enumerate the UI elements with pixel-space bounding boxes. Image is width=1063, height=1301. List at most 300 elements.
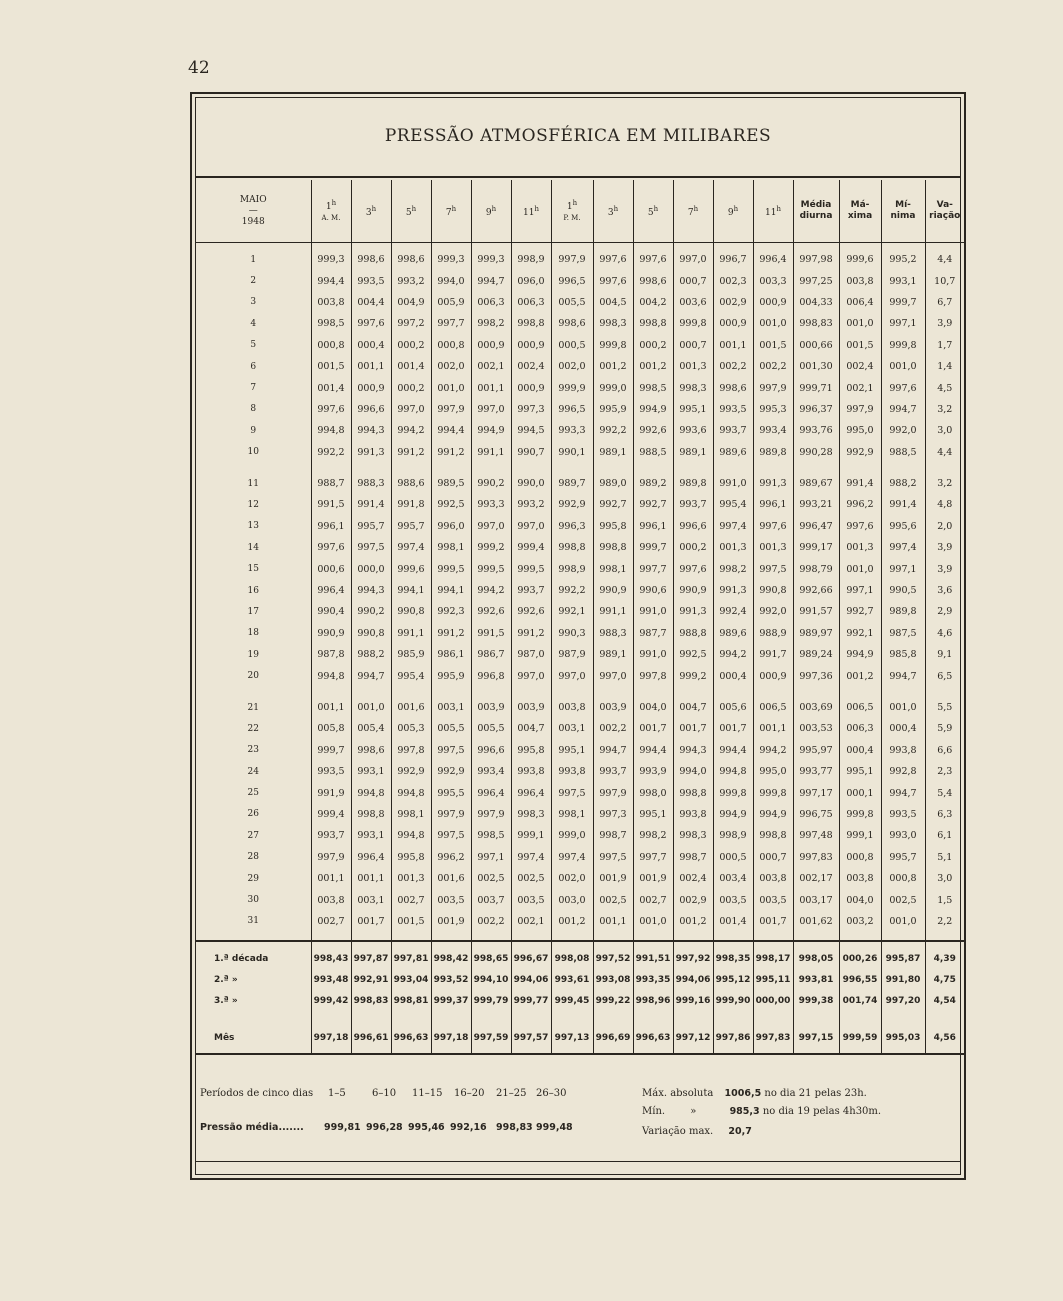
- cell-value: 991,2: [511, 623, 551, 644]
- cell-value: 001,3: [391, 868, 431, 889]
- cell-value: 998,8: [351, 804, 391, 825]
- cell-value: 003,8: [839, 868, 881, 889]
- cell-value: 997,52: [593, 941, 633, 969]
- cell-value: 997,18: [431, 1023, 471, 1054]
- cell-value: 988,2: [881, 473, 925, 494]
- cell-value: 001,7: [633, 718, 673, 739]
- cell-value: 994,3: [351, 420, 391, 441]
- cell-value: 994,8: [713, 761, 753, 782]
- cell-value: 992,6: [633, 420, 673, 441]
- day-row: [196, 782, 964, 803]
- cell-value: 997,1: [839, 580, 881, 601]
- cell-value: 997,4: [551, 847, 593, 868]
- cell-value: 989,8: [673, 473, 713, 494]
- page-title: PRESSÃO ATMOSFÉRICA EM MILIBARES: [384, 126, 772, 146]
- cell-value: 000,4: [881, 718, 925, 739]
- day-row: [196, 740, 964, 761]
- cell-value: 997,4: [511, 847, 551, 868]
- cell-value: 999,3: [471, 249, 511, 270]
- cell-value: 990,0: [511, 473, 551, 494]
- cell-value: 998,0: [633, 782, 673, 803]
- cell-value: 993,7: [673, 494, 713, 515]
- cell-value: 991,5: [311, 494, 351, 515]
- day-row: [196, 558, 964, 579]
- cell-value: 993,1: [351, 761, 391, 782]
- day-row: [196, 249, 964, 270]
- cell-value: 000,7: [673, 270, 713, 291]
- cell-value: 006,5: [839, 697, 881, 718]
- cell-value: 003,9: [593, 697, 633, 718]
- cell-value: 002,1: [839, 377, 881, 398]
- period-item: 21–25: [496, 1088, 527, 1099]
- row-label: 26: [247, 809, 259, 820]
- cell-value: 994,1: [391, 580, 431, 601]
- cell-value: 992,5: [431, 494, 471, 515]
- cell-value: 998,2: [713, 558, 753, 579]
- cell-value: 997,1: [881, 313, 925, 334]
- cell-value: 990,2: [471, 473, 511, 494]
- cell-value: 999,4: [311, 804, 351, 825]
- cell-value: 003,0: [551, 889, 593, 910]
- cell-value: 993,7: [311, 825, 351, 846]
- cell-value: 985,8: [881, 644, 925, 665]
- cell-value: 003,1: [551, 718, 593, 739]
- cell-value: 993,5: [311, 761, 351, 782]
- cell-value: 993,9: [633, 761, 673, 782]
- cell-value: 996,69: [593, 1023, 633, 1054]
- cell-value: 004,5: [593, 292, 633, 313]
- cell-value: 001,74: [839, 990, 881, 1011]
- cell-value: 996,47: [793, 516, 839, 537]
- cell-value: 997,9: [431, 804, 471, 825]
- cell-value: 994,2: [713, 644, 753, 665]
- cell-value: 001,0: [753, 313, 793, 334]
- cell-value: 996,1: [753, 494, 793, 515]
- cell-value: 991,0: [633, 601, 673, 622]
- hour-label: 3$^h$: [607, 204, 619, 218]
- cell-value: 000,4: [713, 665, 753, 686]
- row-label: 27: [247, 830, 259, 841]
- cell-value: 004,7: [673, 697, 713, 718]
- hour-label: 5$^h$: [647, 204, 659, 218]
- cell-value: 000,2: [391, 377, 431, 398]
- cell-value: 991,80: [881, 969, 925, 990]
- cell-value: 997,4: [391, 537, 431, 558]
- cell-value: 003,8: [311, 292, 351, 313]
- row-label: 1.ª década: [214, 953, 269, 964]
- cell-value: 989,5: [431, 473, 471, 494]
- cell-value: 994,9: [713, 804, 753, 825]
- cell-value: 001,0: [633, 911, 673, 932]
- cell-value: 997,8: [633, 665, 673, 686]
- header-row: [196, 180, 964, 243]
- cell-value: 001,4: [713, 911, 753, 932]
- cell-value: 3,9: [925, 558, 964, 579]
- cell-value: 993,8: [511, 761, 551, 782]
- cell-value: 993,7: [511, 580, 551, 601]
- cell-value: 995,0: [753, 761, 793, 782]
- cell-value: 004,0: [633, 697, 673, 718]
- cell-value: 002,7: [633, 889, 673, 910]
- cell-value: 995,7: [881, 847, 925, 868]
- cell-value: 006,3: [511, 292, 551, 313]
- cell-value: 3,6: [925, 580, 964, 601]
- cell-value: 003,1: [351, 889, 391, 910]
- day-row: [196, 665, 964, 686]
- cell-value: 995,97: [793, 740, 839, 761]
- min-label: Mín.: [642, 1106, 666, 1117]
- cell-value: 998,17: [753, 941, 793, 969]
- cell-value: 999,71: [793, 377, 839, 398]
- cell-value: 996,67: [511, 941, 551, 969]
- cell-value: 001,2: [633, 356, 673, 377]
- pressure-value: 999,81: [324, 1122, 361, 1133]
- cell-value: 992,2: [551, 580, 593, 601]
- row-label: 11: [247, 478, 259, 489]
- cell-value: 997,9: [839, 399, 881, 420]
- cell-value: 003,17: [793, 889, 839, 910]
- cell-value: 994,06: [673, 969, 713, 990]
- cell-value: 999,38: [793, 990, 839, 1011]
- cell-value: 001,1: [351, 868, 391, 889]
- cell-value: 996,63: [391, 1023, 431, 1054]
- cell-value: 996,3: [551, 516, 593, 537]
- cell-value: 998,3: [593, 313, 633, 334]
- cell-value: 995,8: [511, 740, 551, 761]
- cell-value: 003,2: [839, 911, 881, 932]
- cell-value: 001,9: [431, 911, 471, 932]
- cell-value: 997,0: [471, 399, 511, 420]
- cell-value: 989,8: [753, 442, 793, 463]
- variation-max: [642, 1126, 752, 1137]
- cell-value: 6,7: [925, 292, 964, 313]
- cell-value: 995,7: [351, 516, 391, 537]
- cell-value: 003,5: [431, 889, 471, 910]
- cell-value: 4,56: [925, 1023, 964, 1054]
- row-label: 1: [250, 254, 257, 265]
- cell-value: 002,0: [551, 868, 593, 889]
- cell-value: 003,5: [753, 889, 793, 910]
- month-label: MAIO: [239, 194, 267, 205]
- cell-value: 993,8: [551, 761, 593, 782]
- cell-value: 998,6: [633, 270, 673, 291]
- cell-value: 994,4: [311, 270, 351, 291]
- cell-value: 990,9: [673, 580, 713, 601]
- row-label: 19: [247, 649, 259, 660]
- cell-value: 004,4: [351, 292, 391, 313]
- cell-value: 006,3: [471, 292, 511, 313]
- cell-value: 999,2: [471, 537, 511, 558]
- cell-value: 988,9: [753, 623, 793, 644]
- cell-value: 997,6: [593, 249, 633, 270]
- cell-value: 005,5: [431, 718, 471, 739]
- cell-value: 001,5: [391, 911, 431, 932]
- cell-value: 994,9: [753, 804, 793, 825]
- cell-value: 997,25: [793, 270, 839, 291]
- period-item: 26–30: [536, 1088, 567, 1099]
- cell-value: 996,6: [673, 516, 713, 537]
- cell-value: 994,7: [351, 665, 391, 686]
- cell-value: 997,7: [633, 558, 673, 579]
- cell-value: 996,61: [351, 1023, 391, 1054]
- cell-value: 001,4: [391, 356, 431, 377]
- title-divider: [196, 176, 960, 178]
- cell-value: 994,4: [431, 420, 471, 441]
- cell-value: 998,42: [431, 941, 471, 969]
- cell-value: 995,8: [391, 847, 431, 868]
- cell-value: 997,2: [391, 313, 431, 334]
- cell-value: 994,2: [753, 740, 793, 761]
- cell-value: 995,11: [753, 969, 793, 990]
- cell-value: 004,2: [633, 292, 673, 313]
- cell-value: 992,7: [593, 494, 633, 515]
- cell-value: 3,0: [925, 868, 964, 889]
- cell-value: 004,33: [793, 292, 839, 313]
- day-row: [196, 825, 964, 846]
- cell-value: 994,7: [881, 399, 925, 420]
- day-row: [196, 356, 964, 377]
- cell-value: 002,9: [713, 292, 753, 313]
- cell-value: 988,6: [391, 473, 431, 494]
- cell-value: 991,4: [351, 494, 391, 515]
- cell-value: 001,1: [471, 377, 511, 398]
- cell-value: 000,9: [511, 377, 551, 398]
- row-label: 25: [247, 788, 259, 799]
- day-row: [196, 911, 964, 932]
- cell-value: 001,0: [881, 356, 925, 377]
- cell-value: 987,7: [633, 623, 673, 644]
- cell-value: 994,8: [311, 420, 351, 441]
- cell-value: 000,5: [551, 335, 593, 356]
- cell-value: 993,77: [793, 761, 839, 782]
- cell-value: 998,81: [391, 990, 431, 1011]
- cell-value: 992,91: [351, 969, 391, 990]
- cell-value: 991,8: [391, 494, 431, 515]
- cell-value: 997,36: [793, 665, 839, 686]
- cell-value: 002,2: [593, 718, 633, 739]
- cell-value: 997,0: [673, 249, 713, 270]
- cell-value: 004,9: [391, 292, 431, 313]
- cell-value: 997,0: [511, 516, 551, 537]
- cell-value: 999,0: [551, 825, 593, 846]
- pressure-value: 999,48: [536, 1122, 573, 1133]
- cell-value: 998,5: [633, 377, 673, 398]
- hour-header: [551, 180, 593, 243]
- cell-value: 001,3: [839, 537, 881, 558]
- var-value: 20,7: [728, 1126, 752, 1137]
- cell-value: 000,0: [351, 558, 391, 579]
- cell-value: 999,4: [511, 537, 551, 558]
- cell-value: 993,7: [713, 420, 753, 441]
- cell-value: 001,2: [551, 911, 593, 932]
- cell-value: 996,2: [839, 494, 881, 515]
- cell-value: 989,1: [673, 442, 713, 463]
- cell-value: 997,5: [431, 740, 471, 761]
- cell-value: 992,2: [311, 442, 351, 463]
- cell-value: 3,0: [925, 420, 964, 441]
- maxima-line-2: xima: [847, 211, 873, 221]
- cell-value: 4,6: [925, 623, 964, 644]
- day-row: [196, 761, 964, 782]
- cell-value: 6,3: [925, 804, 964, 825]
- cell-value: 999,59: [839, 1023, 881, 1054]
- row-label: Mês: [196, 1023, 311, 1054]
- hour-header: [351, 180, 391, 243]
- period-item: 6–10: [372, 1088, 397, 1099]
- pressure-value: 995,46: [408, 1122, 445, 1133]
- cell-value: 000,4: [351, 335, 391, 356]
- cell-value: 997,9: [471, 804, 511, 825]
- cell-value: 992,5: [673, 644, 713, 665]
- cell-value: 998,8: [633, 313, 673, 334]
- cell-value: 996,4: [351, 847, 391, 868]
- period-item: 11–15: [412, 1088, 443, 1099]
- hour-label: 9$^h$: [485, 204, 497, 218]
- cell-value: 993,04: [391, 969, 431, 990]
- pressure-value: 998,83: [496, 1122, 533, 1133]
- cell-value: 997,6: [593, 270, 633, 291]
- cell-value: 002,2: [471, 911, 511, 932]
- cell-value: 001,0: [839, 558, 881, 579]
- decade-row: [196, 941, 964, 969]
- cell-value: 003,8: [753, 868, 793, 889]
- cell-value: 001,1: [351, 356, 391, 377]
- cell-value: 001,2: [839, 665, 881, 686]
- cell-value: 994,4: [633, 740, 673, 761]
- cell-value: 999,5: [471, 558, 511, 579]
- cell-value: 996,1: [311, 516, 351, 537]
- cell-value: 989,0: [593, 473, 633, 494]
- cell-value: 997,5: [351, 537, 391, 558]
- cell-value: 003,4: [713, 868, 753, 889]
- cell-value: 995,4: [391, 665, 431, 686]
- cell-value: 993,5: [713, 399, 753, 420]
- cell-value: 001,7: [673, 718, 713, 739]
- cell-value: 003,3: [753, 270, 793, 291]
- min-text: no dia 19 pelas 4h30m.: [762, 1106, 882, 1117]
- cell-value: 997,13: [551, 1023, 593, 1054]
- cell-value: 1,4: [925, 356, 964, 377]
- cell-value: 001,1: [713, 335, 753, 356]
- cell-value: 6,6: [925, 740, 964, 761]
- cell-value: 991,3: [713, 580, 753, 601]
- cell-value: 996,8: [471, 665, 511, 686]
- cell-value: 003,5: [713, 889, 753, 910]
- cell-value: 000,9: [753, 665, 793, 686]
- row-label: 8: [250, 404, 257, 415]
- cell-value: 989,6: [713, 623, 753, 644]
- day-row: [196, 697, 964, 718]
- cell-value: 999,5: [431, 558, 471, 579]
- cell-value: 996,2: [431, 847, 471, 868]
- cell-value: 002,4: [673, 868, 713, 889]
- periods-label: Períodos de cinco dias: [200, 1088, 314, 1099]
- cell-value: 999,8: [673, 313, 713, 334]
- cell-value: 997,17: [793, 782, 839, 803]
- cell-value: 000,8: [431, 335, 471, 356]
- cell-value: 000,9: [713, 313, 753, 334]
- cell-value: 991,9: [311, 782, 351, 803]
- cell-value: 001,5: [753, 335, 793, 356]
- cell-value: 991,3: [673, 601, 713, 622]
- cell-value: 987,5: [881, 623, 925, 644]
- cell-value: 002,0: [551, 356, 593, 377]
- cell-value: 993,8: [881, 740, 925, 761]
- cell-value: 5,5: [925, 697, 964, 718]
- row-label: 17: [247, 606, 259, 617]
- cell-value: 9,1: [925, 644, 964, 665]
- hour-header: [593, 180, 633, 243]
- decade-row: [196, 990, 964, 1011]
- cell-value: 002,1: [471, 356, 511, 377]
- cell-value: 998,6: [551, 313, 593, 334]
- cell-value: 001,1: [753, 718, 793, 739]
- cell-value: 998,8: [511, 313, 551, 334]
- row-label: 10: [247, 447, 259, 458]
- cell-value: 999,77: [511, 990, 551, 1011]
- cell-value: 997,5: [593, 847, 633, 868]
- cell-value: 991,2: [431, 442, 471, 463]
- spacer-row: [196, 687, 964, 697]
- cell-value: 997,9: [431, 399, 471, 420]
- cell-value: 997,83: [753, 1023, 793, 1054]
- cell-value: 989,8: [881, 601, 925, 622]
- cell-value: 999,1: [839, 825, 881, 846]
- cell-value: 996,6: [351, 399, 391, 420]
- cell-value: 994,0: [673, 761, 713, 782]
- cell-value: 001,6: [391, 697, 431, 718]
- max-absolute: [642, 1088, 867, 1099]
- cell-value: 999,22: [593, 990, 633, 1011]
- cell-value: 993,5: [881, 804, 925, 825]
- cell-value: 003,9: [511, 697, 551, 718]
- cell-value: 986,7: [471, 644, 511, 665]
- cell-value: 2,2: [925, 911, 964, 932]
- cell-value: 999,45: [551, 990, 593, 1011]
- cell-value: 000,66: [793, 335, 839, 356]
- cell-value: 001,0: [431, 377, 471, 398]
- cell-value: 993,35: [633, 969, 673, 990]
- cell-value: 998,79: [793, 558, 839, 579]
- cell-value: 000,7: [673, 335, 713, 356]
- cell-value: 998,9: [713, 825, 753, 846]
- day-row: [196, 377, 964, 398]
- cell-value: 005,3: [391, 718, 431, 739]
- cell-value: 988,5: [881, 442, 925, 463]
- cell-value: 999,7: [881, 292, 925, 313]
- max-text: no dia 21 pelas 23h.: [764, 1088, 867, 1099]
- cell-value: 992,7: [839, 601, 881, 622]
- cell-value: 997,9: [551, 249, 593, 270]
- cell-value: 997,9: [753, 377, 793, 398]
- cell-value: 001,7: [351, 911, 391, 932]
- cell-value: 996,75: [793, 804, 839, 825]
- cell-value: 990,7: [511, 442, 551, 463]
- cell-value: 988,3: [593, 623, 633, 644]
- minima-header: [881, 180, 925, 243]
- cell-value: 997,0: [391, 399, 431, 420]
- cell-value: 999,3: [311, 249, 351, 270]
- cell-value: 993,1: [351, 825, 391, 846]
- cell-value: 000,9: [351, 377, 391, 398]
- cell-value: 997,86: [713, 1023, 753, 1054]
- cell-value: 990,3: [551, 623, 593, 644]
- cell-value: 988,8: [673, 623, 713, 644]
- cell-value: 993,61: [551, 969, 593, 990]
- cell-value: 001,3: [753, 537, 793, 558]
- cell-value: 001,2: [593, 356, 633, 377]
- cell-value: 997,5: [753, 558, 793, 579]
